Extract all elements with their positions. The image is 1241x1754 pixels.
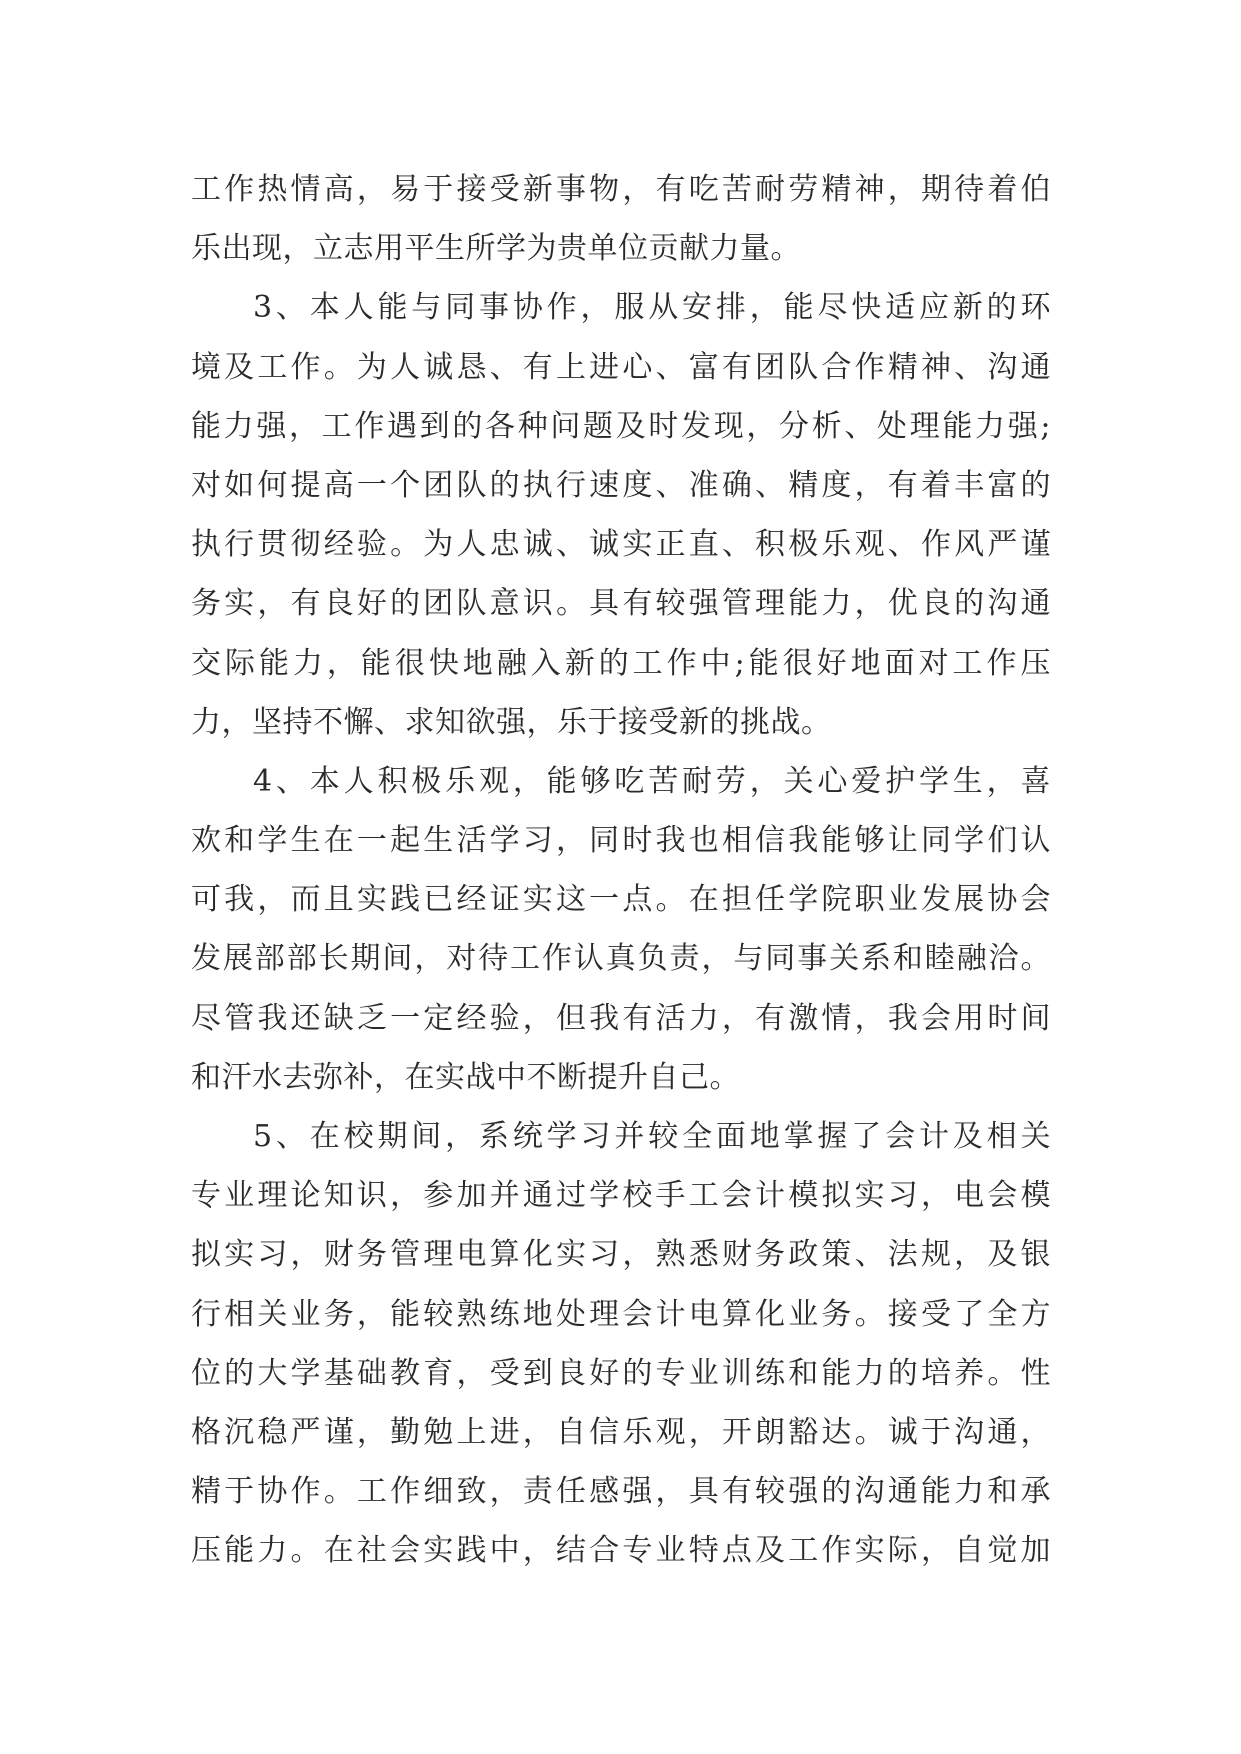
text-line: 能力强，工作遇到的各种问题及时发现，分析、处理能力强; bbox=[191, 408, 1051, 444]
text-line: 尽管我还缺乏一定经验，但我有活力，有激情，我会用时间 bbox=[191, 1000, 1051, 1036]
text-line: 务实，有良好的团队意识。具有较强管理能力，优良的沟通 bbox=[191, 586, 1051, 622]
text-line: 对如何提高一个团队的执行速度、准确、精度，有着丰富的 bbox=[191, 467, 1051, 503]
text-line: 4、本人积极乐观，能够吃苦耐劳，关心爱护学生，喜 bbox=[253, 763, 1051, 799]
text-line: 发展部部长期间，对待工作认真负责，与同事关系和睦融洽。 bbox=[191, 941, 1051, 977]
text-line: 拟实习，财务管理电算化实习，熟悉财务政策、法规，及银 bbox=[191, 1237, 1051, 1273]
text-line: 5、在校期间，系统学习并较全面地掌握了会计及相关 bbox=[253, 1119, 1051, 1154]
text-line: 精于协作。工作细致，责任感强，具有较强的沟通能力和承 bbox=[191, 1474, 1051, 1510]
text-line: 可我，而且实践已经证实这一点。在担任学院职业发展协会 bbox=[191, 882, 1051, 918]
text-line: 境及工作。为人诚恳、有上进心、富有团队合作精神、沟通 bbox=[191, 349, 1051, 385]
text-line: 乐出现，立志用平生所学为贵单位贡献力量。 bbox=[191, 231, 801, 267]
text-line: 专业理论知识，参加并通过学校手工会计模拟实习，电会模 bbox=[191, 1178, 1051, 1214]
text-line: 工作热情高，易于接受新事物，有吃苦耐劳精神，期待着伯 bbox=[191, 172, 1051, 207]
text-line: 欢和学生在一起生活学习，同时我也相信我能够让同学们认 bbox=[191, 823, 1051, 859]
text-line: 执行贯彻经验。为人忠诚、诚实正直、积极乐观、作风严谨 bbox=[191, 527, 1051, 563]
body-text bbox=[191, 160, 1051, 1581]
text-line: 和汗水去弥补，在实战中不断提升自己。 bbox=[191, 1059, 740, 1095]
text-line: 行相关业务，能较熟练地处理会计电算化业务。接受了全方 bbox=[191, 1296, 1051, 1332]
text-line: 3、本人能与同事协作，服从安排，能尽快适应新的环 bbox=[253, 290, 1051, 326]
text-line: 格沉稳严谨，勤勉上进，自信乐观，开朗豁达。诚于沟通， bbox=[191, 1414, 1051, 1450]
text-line: 交际能力，能很快地融入新的工作中;能很好地面对工作压 bbox=[191, 645, 1051, 681]
text-line: 压能力。在社会实践中，结合专业特点及工作实际，自觉加 bbox=[191, 1533, 1051, 1569]
text-line: 力，坚持不懈、求知欲强，乐于接受新的挑战。 bbox=[191, 704, 832, 740]
text-line: 位的大学基础教育，受到良好的专业训练和能力的培养。性 bbox=[191, 1355, 1051, 1391]
